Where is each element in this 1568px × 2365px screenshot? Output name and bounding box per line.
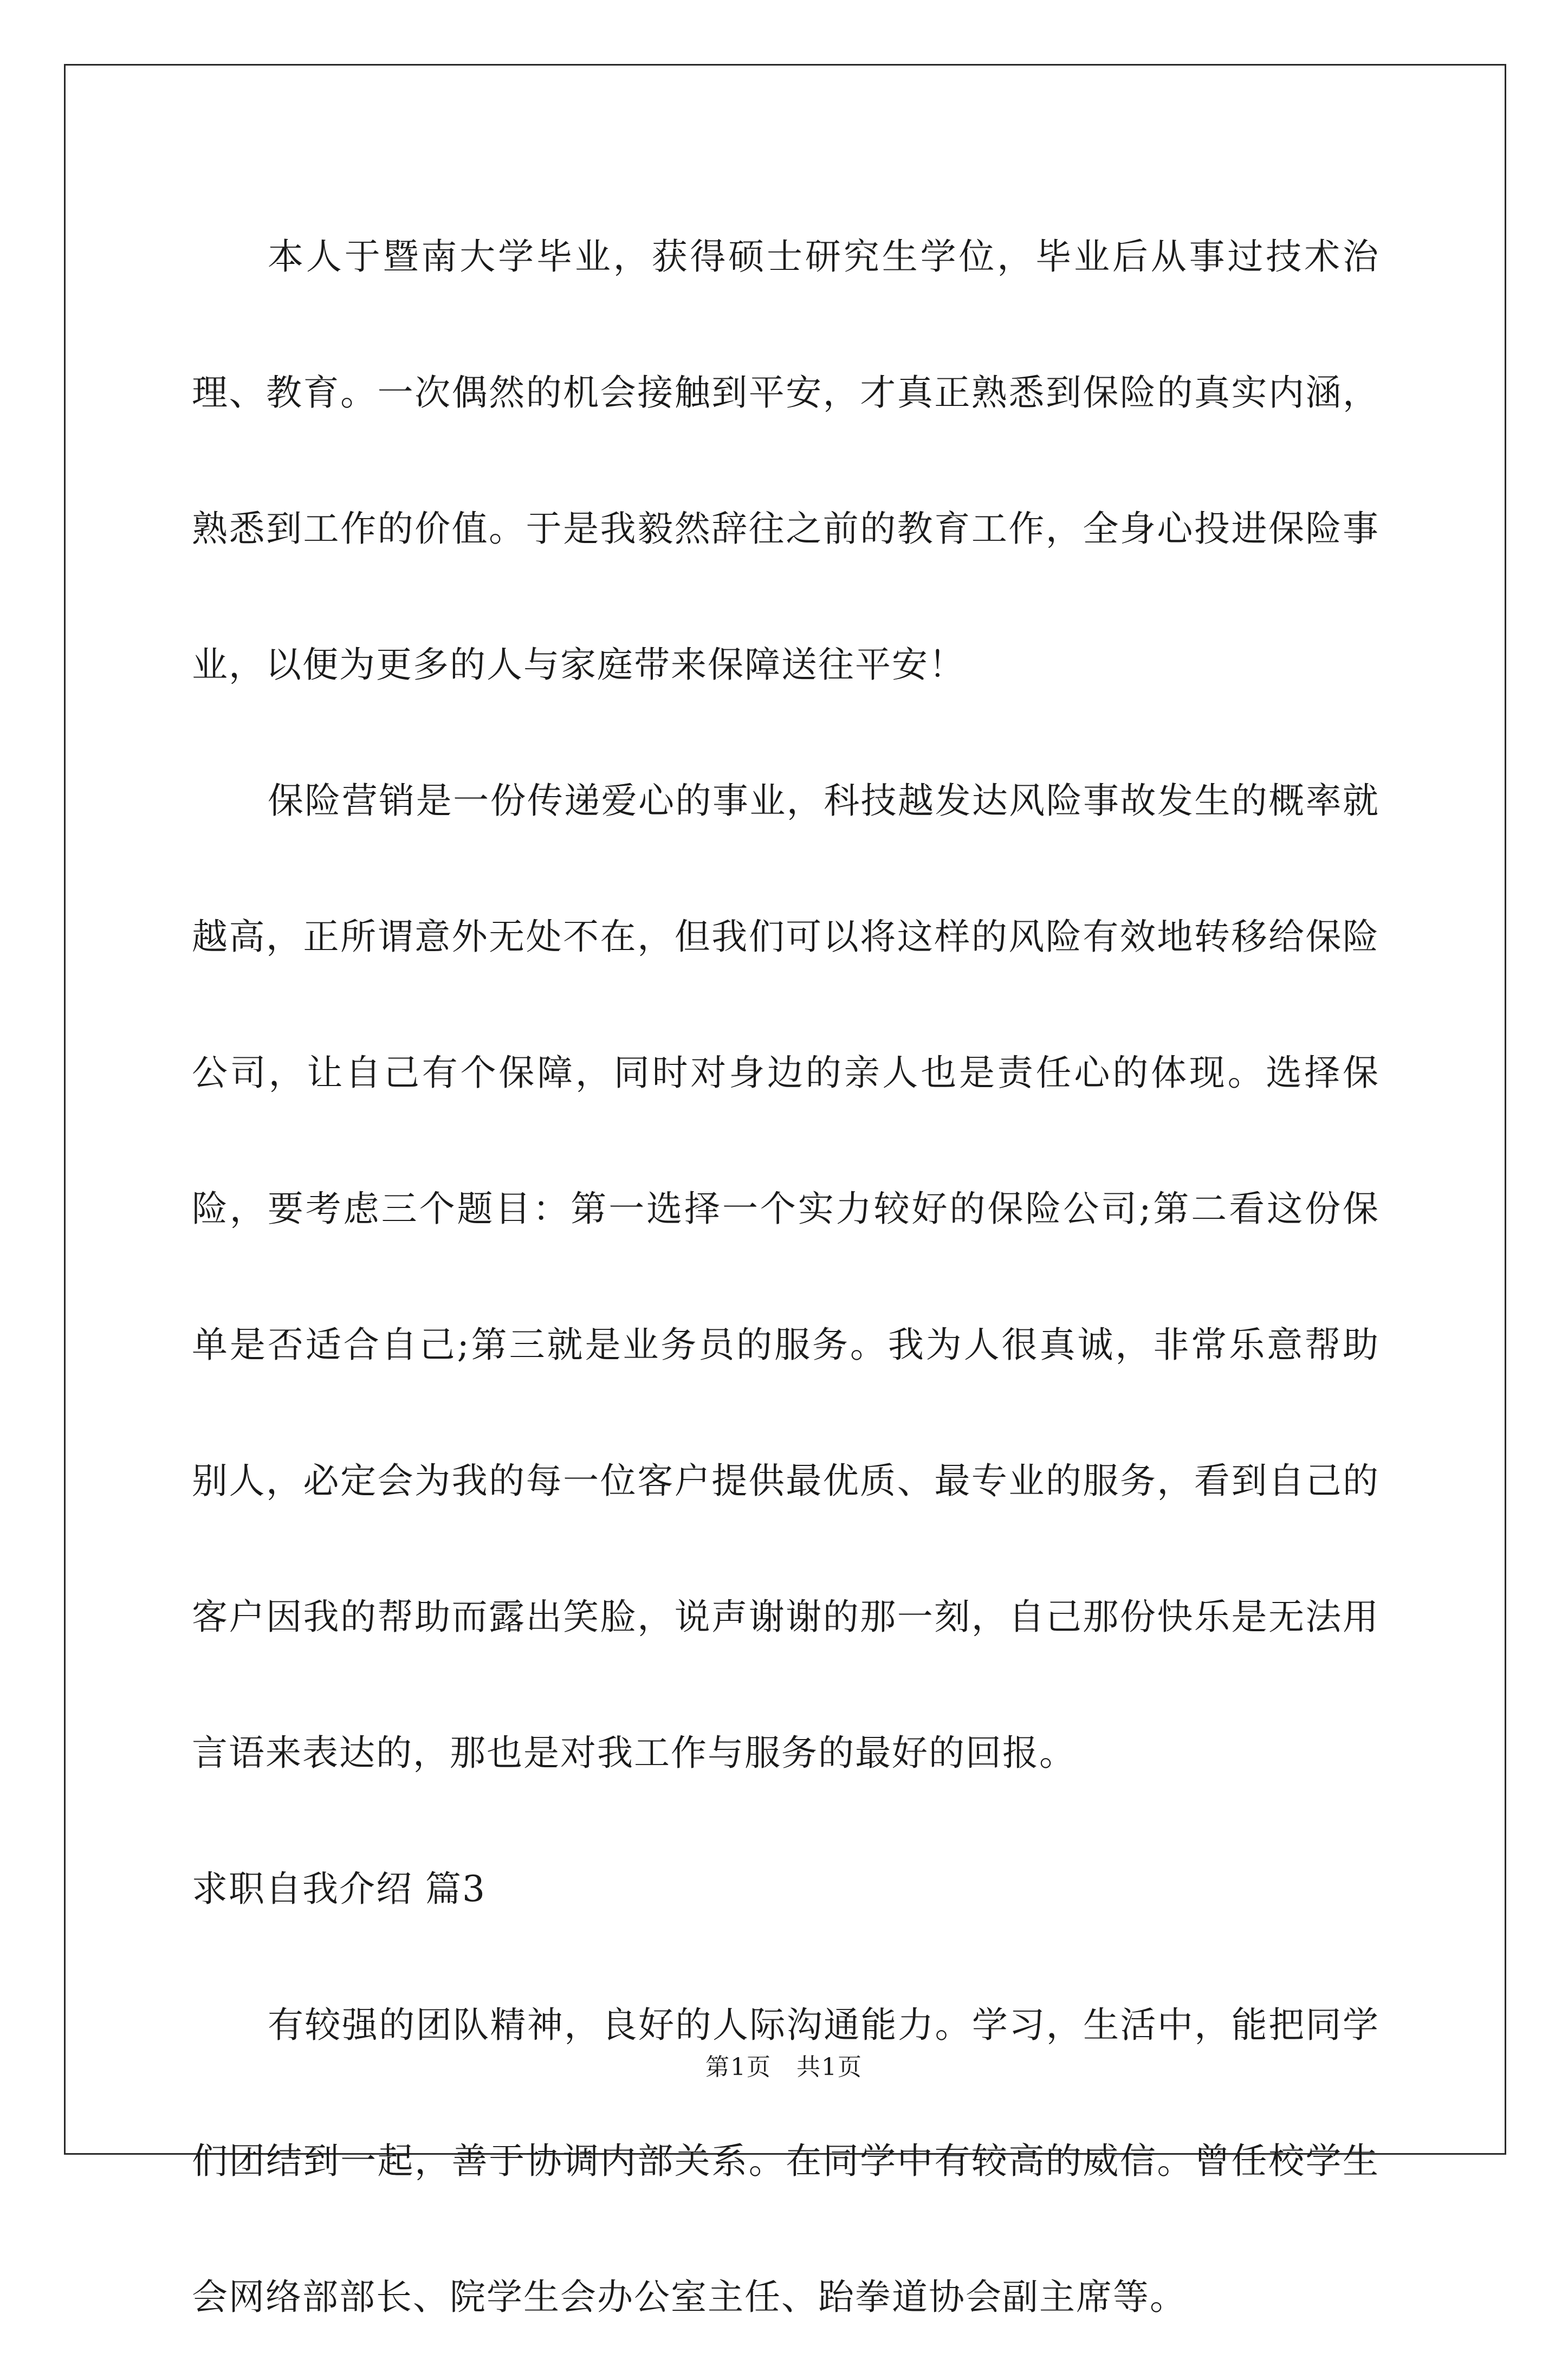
document-body [192, 189, 1379, 2365]
page-number-footer: 第1页 共1页 [705, 2053, 863, 2081]
paragraph-teamwork: 有较强的团队精神，良好的人际沟通能力。学习，生活中，能把同学们团结到一起，善于协调内部关系。在同学中有较高的威信。曾任校学生会网络部部长、院学生会办公室主任、跆拳道协会副主席等。 [192, 2004, 1379, 2318]
paragraph-insurance-career: 保险营销是一份传递爱心的事业，科技越发达风险事故发生的概率就越高，正所谓意外无处不在，但我们可以将这样的风险有效地转移给保险公司，让自己有个保障，同时对身边的亲人也是责任心的体现。选择保险，要考虑三个题目：第一选择一个实力较好的保险公司;第二看这份保单是否适合自己;第三就是业务员的服务。我为人很真诚，非常乐意帮助别人，必定会为我的每一位客户提供最优质、最专业的服务，看到自己的客户因我的帮助而露出笑脸，说声谢谢的那一刻，自己那份快乐是无法用言语来表达的，那也是对我工作与服务的最好的回报。 [192, 780, 1379, 1774]
section-heading: 求职自我介绍 篇3 [192, 1868, 486, 1910]
paragraph-education-background: 本人于暨南大学毕业，获得硕士研究生学位，毕业后从事过技术治理、教育。一次偶然的机会接触到平安，才真正熟悉到保险的真实内涵，熟悉到工作的价值。于是我毅然辞往之前的教育工作，全身心投进保险事业，以便为更多的人与家庭带来保障送往平安！ [192, 236, 1379, 686]
